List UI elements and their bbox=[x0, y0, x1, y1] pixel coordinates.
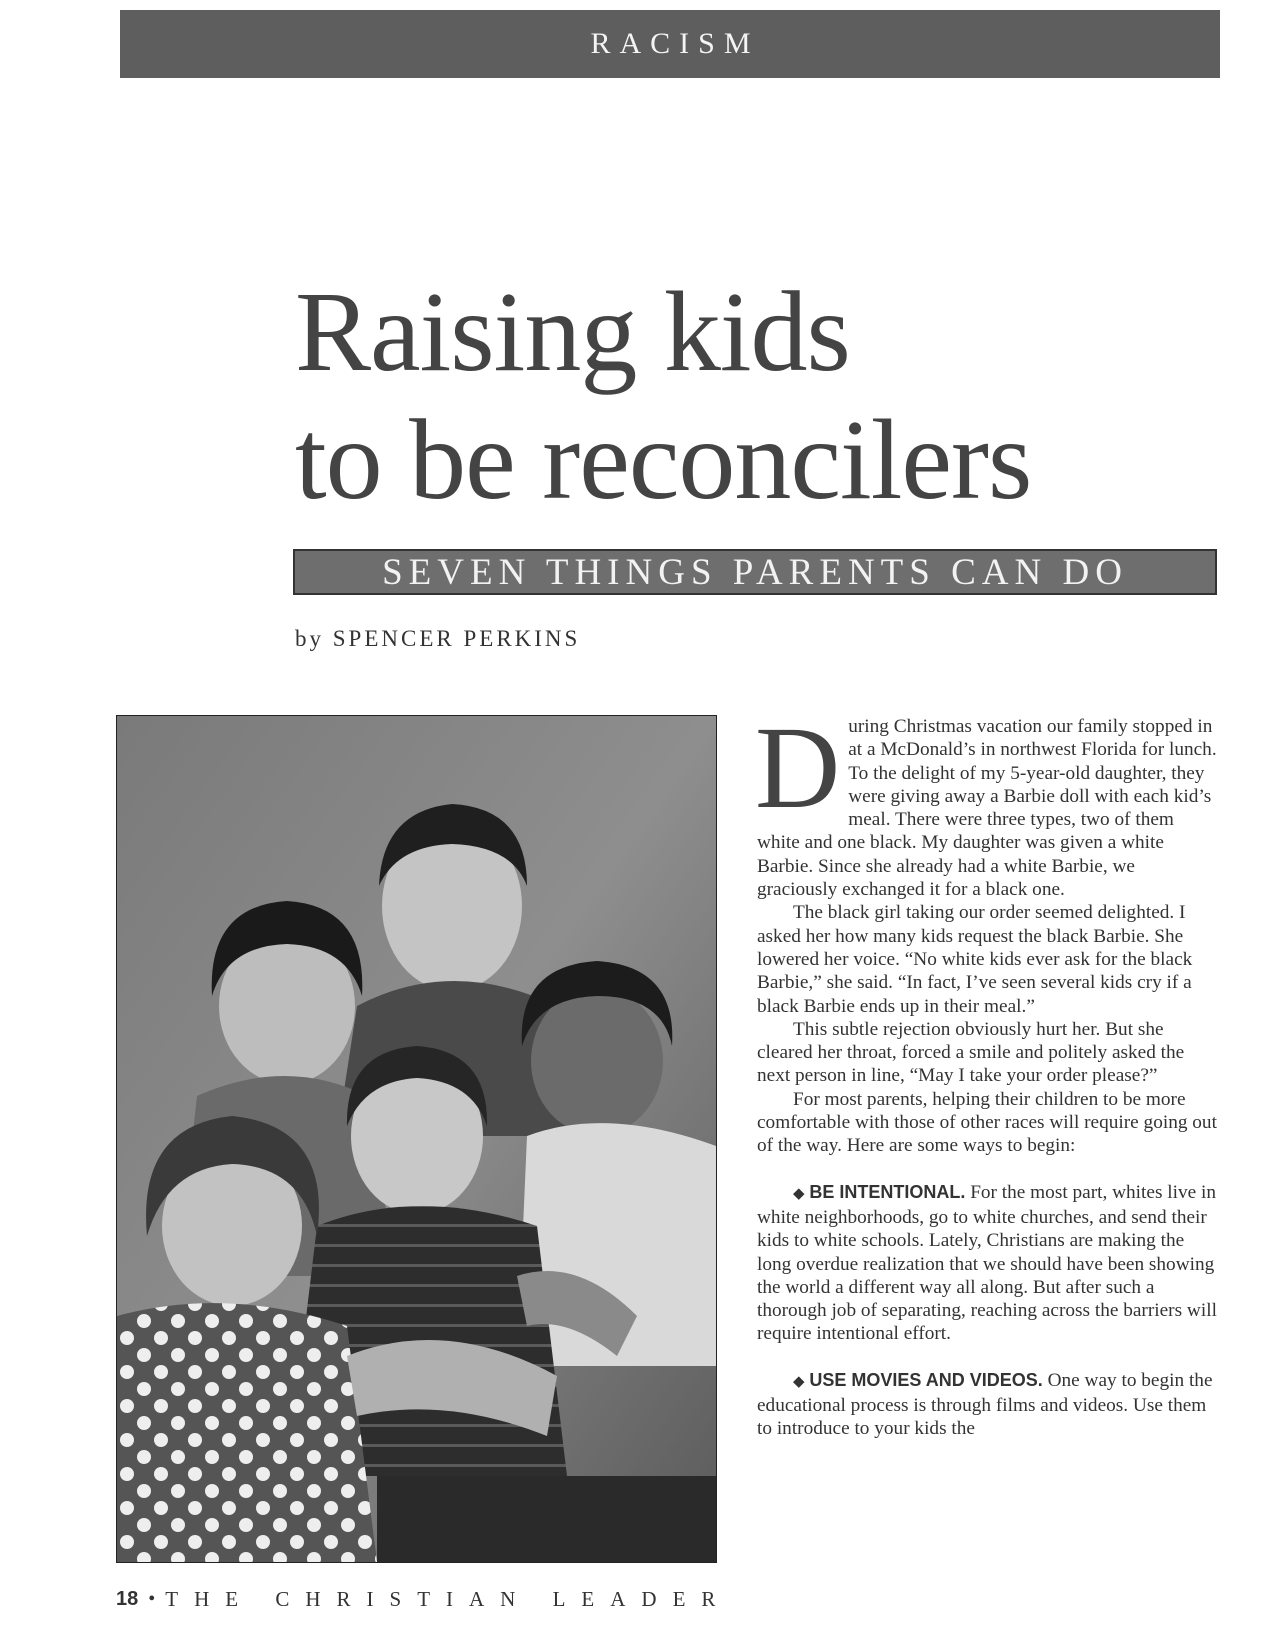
tip-paragraph bbox=[757, 1369, 1219, 1441]
subheadline: SEVEN THINGS PARENTS CAN DO bbox=[382, 551, 1128, 593]
tip-text: For the most part, whites live in white neighborhoods, go to white churches, and send their kids to white schools. Lately, Christians are making the long overdue realization that we should have been showing the world a different way all along. But after such a thorough job of separating, reaching across the barriers will require intentional effort. bbox=[757, 1181, 1217, 1345]
section-banner bbox=[120, 10, 1220, 78]
article-paragraph: For most parents, helping their children to be more comfortable with those of other races will require going out of the way. Here are some ways to begin: bbox=[757, 1088, 1217, 1157]
article-paragraph bbox=[755, 702, 1219, 901]
page-number: 18 bbox=[116, 1588, 139, 1610]
magazine-name: THE CHRISTIAN LEADER bbox=[165, 1587, 732, 1611]
tip-text: One way to begin the educational process is through films and videos. Use them to introduce to your kids the bbox=[757, 1369, 1213, 1440]
children-photo bbox=[116, 715, 717, 1563]
headline-line-1: Raising kids bbox=[295, 268, 850, 395]
byline: by SPENCER PERKINS bbox=[295, 626, 581, 651]
paragraph-text: uring Christmas vacation our family stopped in at a McDonald’s in northwest Florida for lunch. To the delight of my 5-year-old daughter, they were giving away a Barbie doll with each kid’s meal. There were three types, two of them white and one black. My daughter was given a white Barbie. Since she already had a white Barbie, we graciously exchanged it for a black one. bbox=[757, 716, 1217, 901]
tip-heading: USE MOVIES AND VIDEOS. bbox=[809, 1369, 1043, 1390]
headline bbox=[295, 268, 1031, 524]
footer-separator: • bbox=[148, 1588, 156, 1610]
page-footer bbox=[116, 1587, 731, 1612]
tip-paragraph bbox=[757, 1181, 1219, 1346]
article-body bbox=[755, 702, 1219, 1441]
subheadline-banner bbox=[293, 549, 1217, 595]
drop-cap: D bbox=[755, 702, 841, 833]
article-paragraph: The black girl taking our order seemed delighted. I asked her how many kids request the black Barbie. She lowered her voice. “No white kids ever ask for the black Barbie,” she said. “In fact, I’ve seen several kids cry if a black Barbie ends up in their meal.” bbox=[757, 902, 1193, 1017]
headline-line-2: to be reconcilers bbox=[295, 396, 1032, 523]
section-label: RACISM bbox=[590, 27, 760, 60]
tip-heading: BE INTENTIONAL. bbox=[809, 1181, 966, 1202]
diamond-bullet-icon: ◆ bbox=[793, 1185, 805, 1202]
diamond-bullet-icon: ◆ bbox=[793, 1373, 805, 1390]
article-paragraph: This subtle rejection obviously hurt her. But she cleared her throat, forced a smile and politely asked the next person in line, “May I take your order please?” bbox=[757, 1018, 1185, 1087]
